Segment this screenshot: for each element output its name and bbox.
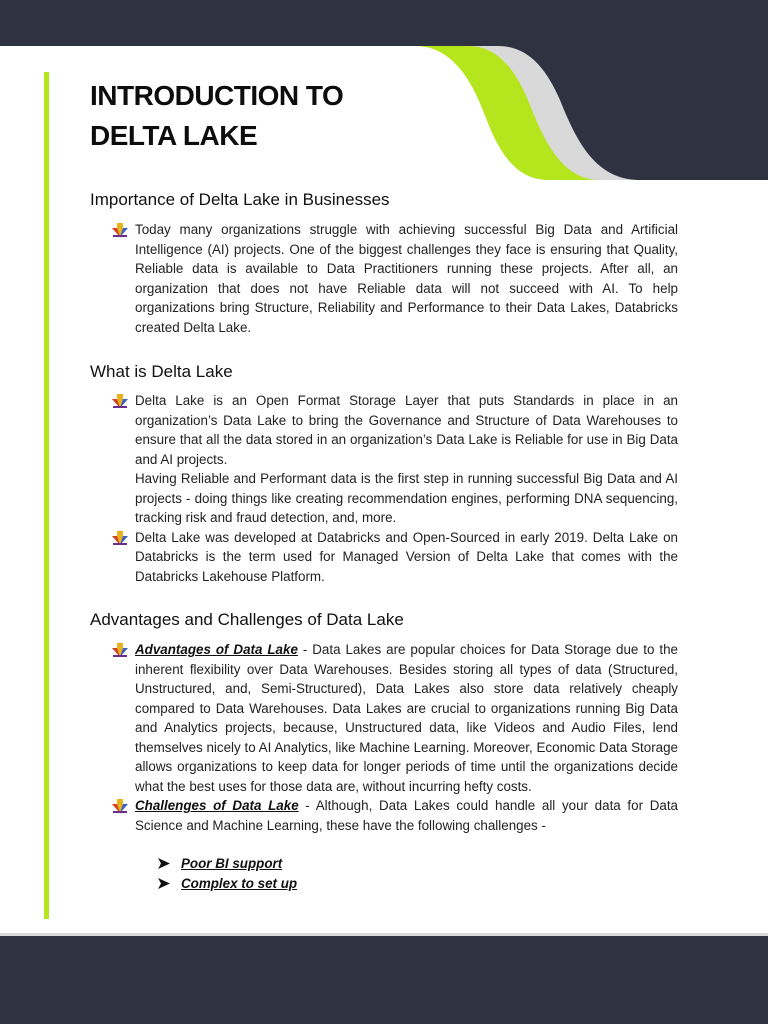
four-color-arrow-bullet-icon [112,394,128,408]
bullet-text: Delta Lake is an Open Format Storage Layer that puts Standards in place in an organization’s Data Lake to bring the Governance and Structure of Data Warehouses to ensure that all the data stored in an organization’s Data Lake is Reliable for use in Big Data and AI projects. [135,393,678,467]
list-item [110,391,678,528]
bullet-text: - Data Lakes are popular choices for Data Storage due to the inherent flexibility over Data Warehouses. Besides storing all types of data (Structured, Unstructured, and, Semi-Structured), Data Lakes also store data relatively cheaply compared to Data Warehouses. Data Lakes are crucial to organizations running Big Data and Analytics projects, because, Unstructured data, like Videos and Audio Files, lend themselves nicely to AI Analytics, like Machine Learning. Moreover, Economic Data Storage allows organizations to keep data for longer periods of time until the organizations decide what the best uses for those data are, without incurring hefty costs. [135,642,679,794]
four-color-arrow-bullet-icon [112,799,128,813]
bullet-list-importance [110,220,678,337]
page-title [90,76,343,156]
sub-item-text: Poor BI support [181,856,283,871]
section-heading-importance: Importance of Delta Lake in Businesses [90,190,390,209]
bullet-text: Delta Lake was developed at Databricks and Open-Sourced in early 2019. Delta Lake on Databricks is the term used for Managed Version of Delta Lake that comes with the Databricks Lakehouse Platform. [135,529,678,584]
four-color-arrow-bullet-icon [112,531,128,545]
list-item [110,796,678,835]
bullet-text-wrapper [135,796,678,835]
bullet-list-what-is [110,391,678,586]
bullet-continuation-text: Having Reliable and Performant data is the first step in running successful Big Data and AI projects - doing things like creating recommendation engines, performing DNA sequencing, tracking risk and fraud detection, and, more. [135,471,678,525]
list-item [158,854,297,874]
challenges-sub-list [158,854,297,893]
challenges-term: Challenges of Data Lake [135,798,299,813]
bullet-list-advantages-challenges [110,640,678,835]
title-line-2: DELTA LAKE [90,120,258,151]
bullet-text-wrapper [135,640,678,796]
bullet-text: - Although, Data Lakes could handle all your data for Data Science and Machine Learning, these have the following challenges - [135,798,678,833]
bullet-text: Today many organizations struggle with achieving successful Big Data and Artificial Intelligence (AI) projects. One of the biggest challenges they face is ensuring that Quality, Reliable data is available to Data Practitioners running these projects. After all, an organization that does not have Reliable data will not succeed with AI. To help organizations bring Structure, Reliability and Performance to their Data Lakes, Databricks created Delta Lake. [135,222,678,335]
section-heading-what-is: What is Delta Lake [90,362,233,381]
advantages-term: Advantages of Data Lake [135,642,298,657]
list-item [110,640,678,796]
four-color-arrow-bullet-icon [112,223,128,237]
footer-dark-band [0,936,768,1024]
list-item [158,874,297,894]
list-item [110,528,678,587]
title-line-1: INTRODUCTION TO [90,80,344,111]
arrowhead-bullet-icon [158,878,170,889]
section-heading-advantages-challenges: Advantages and Challenges of Data Lake [90,610,404,629]
arrowhead-bullet-icon [158,858,170,869]
sub-item-text: Complex to set up [181,875,298,891]
list-item [110,220,678,337]
left-accent-rule [44,72,49,919]
four-color-arrow-bullet-icon [112,643,128,657]
